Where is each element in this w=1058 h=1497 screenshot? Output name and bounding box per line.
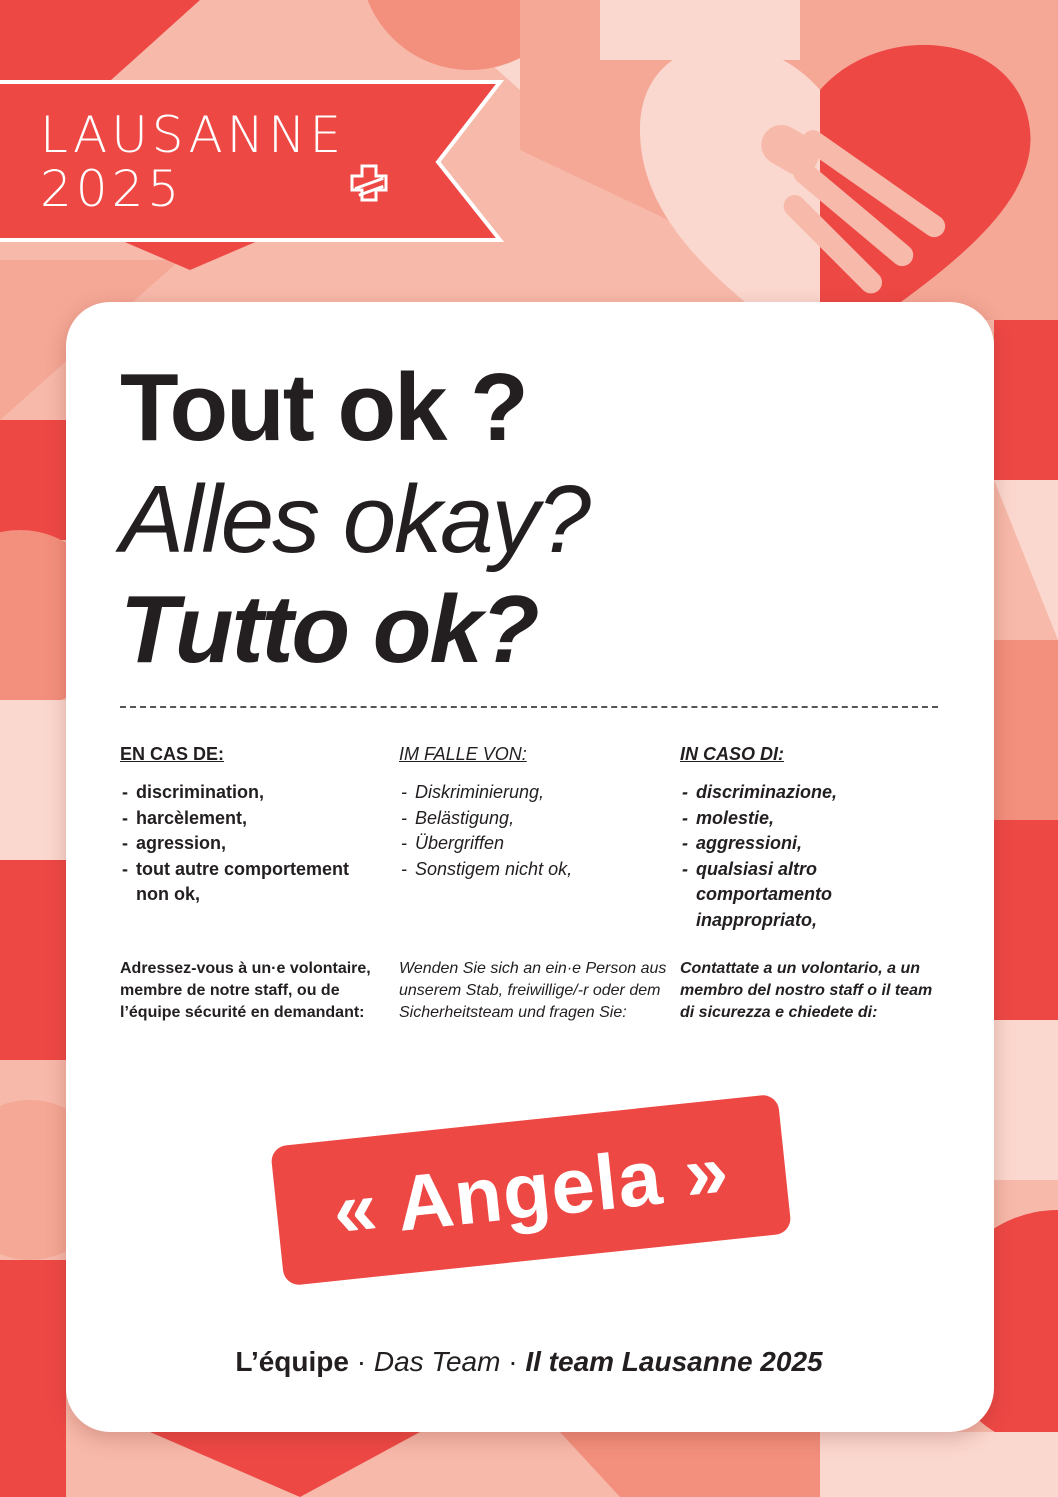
heading-french: Tout ok ?	[120, 354, 527, 461]
footer-separator: ·	[500, 1346, 526, 1377]
list-item: - discriminazione,	[680, 780, 940, 806]
footer-french: L’équipe	[235, 1346, 349, 1377]
column-italian	[680, 744, 940, 1021]
logo-line2: 2025	[40, 160, 184, 218]
instruction-text: Contattate a un volontario, a un membro del nostro staff o il team di sicurezza e chiedete di:	[680, 960, 933, 1021]
stv-fsg-cross-icon	[348, 162, 392, 208]
instruction-text: Adressez-vous à un·e volontaire, membre de notre staff, ou de l’équipe sécurité en demandant:	[120, 960, 371, 1021]
dashed-divider	[120, 706, 938, 708]
footer-separator: ·	[348, 1346, 374, 1377]
column-heading: IM FALLE VON:	[399, 744, 527, 764]
list-item: - Sonstigem nicht ok,	[399, 857, 659, 883]
column-french	[120, 744, 380, 1021]
footer-signature	[0, 1346, 1058, 1378]
heading-italian: Tutto ok?	[120, 576, 538, 683]
list-item: - qualsiasi altro comportamento inappropriato,	[680, 857, 940, 934]
column-heading: IN CASO DI:	[680, 744, 785, 764]
list-item: - Diskriminierung,	[399, 780, 659, 806]
list-item: - tout autre comportement non ok,	[120, 857, 380, 908]
situation-list	[120, 780, 380, 908]
list-item: - discrimination,	[120, 780, 380, 806]
column-heading: EN CAS DE:	[120, 744, 225, 764]
footer-italian: Il team Lausanne 2025	[525, 1346, 823, 1377]
list-item: - molestie,	[680, 806, 940, 832]
codeword-text: « Angela »	[270, 1094, 792, 1287]
footer-german: Das Team	[373, 1346, 501, 1377]
list-item: - agression,	[120, 831, 380, 857]
logo-line1: LAUSANNE	[40, 106, 346, 164]
situation-list	[399, 780, 659, 882]
instruction-text: Wenden Sie sich an ein·e Person aus unserem Stab, freiwillige/-r oder dem Sicherheitsteam und fragen Sie:	[399, 960, 667, 1021]
list-item: - aggressioni,	[680, 831, 940, 857]
list-item: - Belästigung,	[399, 806, 659, 832]
heading-german: Alles okay?	[120, 466, 589, 573]
lausanne-2025-logo	[40, 108, 345, 216]
list-item: - harcèlement,	[120, 806, 380, 832]
column-german	[399, 744, 667, 1021]
situation-list	[680, 780, 940, 933]
list-item: - Übergriffen	[399, 831, 659, 857]
